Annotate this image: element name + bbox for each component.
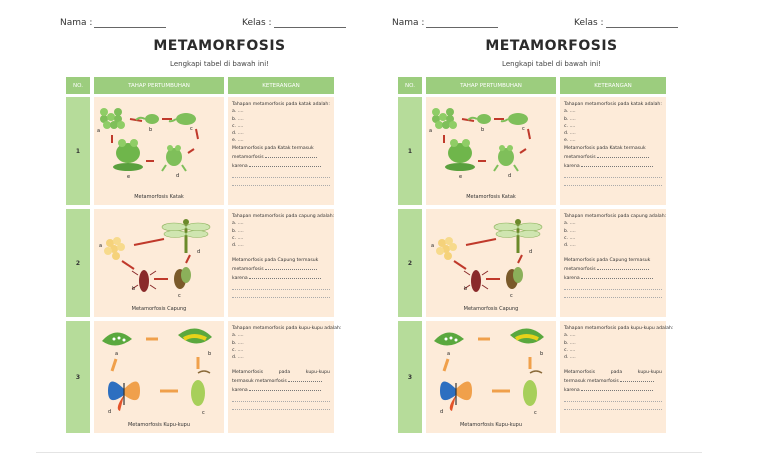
kelas-field[interactable]: Kelas : bbox=[242, 18, 346, 28]
frog-lifecycle-illustration bbox=[94, 97, 224, 205]
frog-lifecycle-illustration bbox=[426, 97, 556, 205]
stage-label: e bbox=[459, 174, 463, 180]
nymph-icon bbox=[132, 270, 156, 292]
stage-label: a bbox=[115, 351, 119, 357]
stage-label: b bbox=[208, 351, 212, 357]
butterfly-lifecycle-illustration bbox=[426, 321, 556, 429]
row-number: 2 bbox=[398, 209, 422, 317]
butterfly-icon bbox=[108, 381, 140, 411]
dragonfly-eggs-icon bbox=[104, 237, 125, 260]
tadpole-icon bbox=[136, 114, 159, 124]
column-header-keterangan: KETERANGAN bbox=[228, 77, 334, 94]
keterangan-cell[interactable]: Tahapan metamorfosis pada kupu-kupu adalah: a. .... b. .... c. .... d. .... Metamorfosis pada kupu-kupu termasuk metamorfosis karena bbox=[560, 321, 666, 433]
worksheet-right bbox=[384, 0, 719, 445]
frog-stages-cell bbox=[426, 97, 556, 205]
row-number: 3 bbox=[66, 321, 90, 433]
stage-label: a bbox=[99, 243, 103, 249]
illustration-caption: Metamorfosis Capung bbox=[463, 306, 519, 312]
dragonfly-lifecycle-illustration bbox=[94, 209, 224, 317]
illustration-caption: Metamorfosis Kupu-kupu bbox=[459, 422, 522, 428]
kelas-field[interactable]: Kelas : bbox=[574, 18, 678, 28]
column-header-keterangan: KETERANGAN bbox=[560, 77, 666, 94]
emerging-dragonfly-icon bbox=[174, 267, 191, 289]
column-header-tahap: TAHAP PERTUMBUHAN bbox=[94, 77, 224, 94]
nymph-icon bbox=[464, 270, 488, 292]
page-subtitle: Lengkapi tabel di bawah ini! bbox=[502, 60, 601, 68]
page-title: METAMORFOSIS bbox=[153, 38, 286, 54]
stage-label: b bbox=[481, 127, 485, 133]
illustration-caption: Metamorfosis Katak bbox=[134, 194, 184, 200]
stage-label: a bbox=[97, 128, 101, 134]
stage-label: c bbox=[510, 293, 513, 299]
stage-label: b bbox=[540, 351, 544, 357]
illustration-caption: Metamorfosis Capung bbox=[131, 306, 187, 312]
column-header-no: NO. bbox=[66, 77, 90, 94]
nama-field[interactable]: Nama : bbox=[392, 18, 498, 28]
stage-label: c bbox=[190, 126, 193, 132]
young-frog-icon bbox=[494, 145, 518, 171]
row-number: 1 bbox=[66, 97, 90, 205]
butterfly-lifecycle-illustration bbox=[94, 321, 224, 429]
frog-eggs-icon bbox=[100, 108, 125, 129]
stage-label: d bbox=[176, 173, 180, 179]
chrysalis-icon bbox=[523, 371, 542, 406]
frog-eggs-icon bbox=[432, 108, 457, 129]
keterangan-cell[interactable]: Tahapan metamorfosis pada capung adalah: a. .... b. .... c. .... d. .... Metamorfosis pada Capung termasuk metamorfosis karena bbox=[560, 209, 666, 317]
emerging-dragonfly-icon bbox=[506, 267, 523, 289]
froglet-icon bbox=[501, 113, 528, 125]
keterangan-cell[interactable]: Tahapan metamorfosis pada kupu-kupu adalah: a. .... b. .... c. .... d. .... Metamorfosis pada kupu-kupu termasuk metamorfosis karena bbox=[228, 321, 334, 433]
nama-field[interactable]: Nama : bbox=[60, 18, 166, 28]
illustration-caption: Metamorfosis Kupu-kupu bbox=[127, 422, 190, 428]
dragonfly-stages-cell bbox=[94, 209, 224, 317]
stage-label: a bbox=[447, 351, 451, 357]
young-frog-icon bbox=[162, 145, 186, 171]
stage-label: a bbox=[429, 128, 433, 134]
dragonfly-icon bbox=[162, 219, 210, 253]
stage-label: d bbox=[197, 249, 201, 255]
stage-label: d bbox=[440, 409, 444, 415]
row-number: 1 bbox=[398, 97, 422, 205]
frog-icon bbox=[113, 139, 143, 171]
keterangan-cell[interactable]: Tahapan metamorfosis pada capung adalah: a. .... b. .... c. .... d. .... Metamorfosis pada Capung termasuk metamorfosis karena bbox=[228, 209, 334, 317]
stage-label: b bbox=[132, 286, 136, 292]
caterpillar-icon bbox=[510, 328, 544, 343]
froglet-icon bbox=[169, 113, 196, 125]
dragonfly-icon bbox=[494, 219, 542, 253]
butterfly-stages-cell bbox=[426, 321, 556, 433]
column-header-no: NO. bbox=[398, 77, 422, 94]
column-header-tahap: TAHAP PERTUMBUHAN bbox=[426, 77, 556, 94]
stage-label: e bbox=[127, 174, 131, 180]
dragonfly-eggs-icon bbox=[436, 237, 457, 260]
page-subtitle: Lengkapi tabel di bawah ini! bbox=[170, 60, 269, 68]
stage-label: b bbox=[149, 127, 153, 133]
tadpole-icon bbox=[468, 114, 491, 124]
leaf-eggs-icon bbox=[434, 332, 464, 345]
worksheet-left bbox=[52, 0, 387, 445]
footer-divider bbox=[36, 452, 702, 453]
frog-icon bbox=[445, 139, 475, 171]
stage-label: c bbox=[178, 293, 181, 299]
stage-label: c bbox=[202, 410, 205, 416]
stage-label: d bbox=[529, 249, 533, 255]
row-number: 2 bbox=[66, 209, 90, 317]
butterfly-icon bbox=[440, 381, 472, 411]
page-title: METAMORFOSIS bbox=[485, 38, 618, 54]
illustration-caption: Metamorfosis Katak bbox=[466, 194, 516, 200]
stage-label: c bbox=[522, 126, 525, 132]
stage-label: a bbox=[431, 243, 435, 249]
butterfly-stages-cell bbox=[94, 321, 224, 433]
row-number: 3 bbox=[398, 321, 422, 433]
dragonfly-stages-cell bbox=[426, 209, 556, 317]
keterangan-cell[interactable]: Tahapan metamorfosis pada katak adalah: a. .... b. .... c. .... d. .... e. .... Metamorfosis pada Katak termasuk metamorfosis karena bbox=[560, 97, 666, 205]
keterangan-cell[interactable]: Tahapan metamorfosis pada katak adalah: a. .... b. .... c. .... d. .... e. .... Metamorfosis pada Katak termasuk metamorfosis karena bbox=[228, 97, 334, 205]
stage-label: b bbox=[464, 286, 468, 292]
stage-label: d bbox=[108, 409, 112, 415]
chrysalis-icon bbox=[191, 371, 210, 406]
leaf-eggs-icon bbox=[102, 332, 132, 345]
caterpillar-icon bbox=[178, 328, 212, 343]
dragonfly-lifecycle-illustration bbox=[426, 209, 556, 317]
frog-stages-cell bbox=[94, 97, 224, 205]
stage-label: c bbox=[534, 410, 537, 416]
stage-label: d bbox=[508, 173, 512, 179]
